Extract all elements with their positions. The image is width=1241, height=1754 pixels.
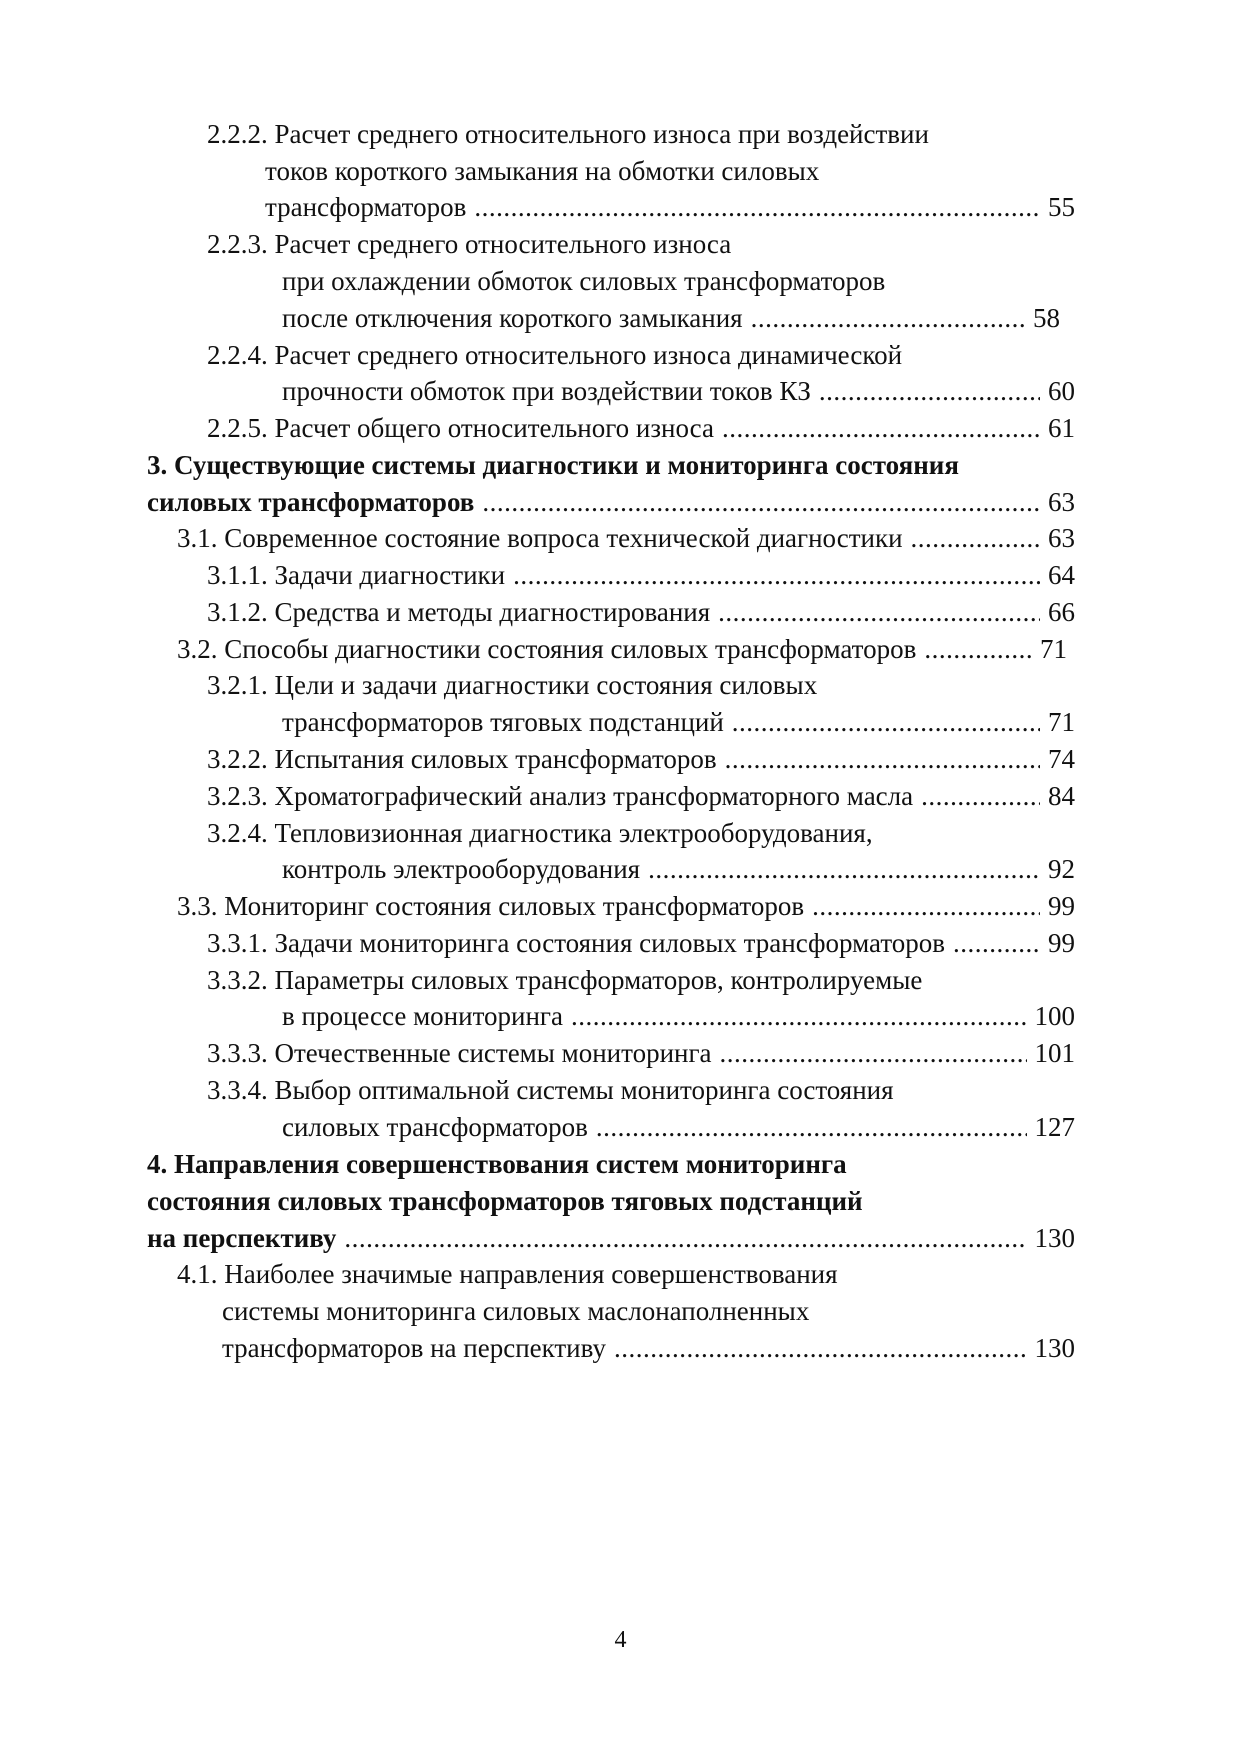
toc-entry	[177, 631, 1067, 667]
toc-entry-title: 3. Существующие системы диагностики и мониторинга состояния	[147, 450, 959, 480]
dot-leader	[921, 778, 1040, 814]
toc-entry	[207, 925, 1075, 961]
toc-entry	[282, 300, 1060, 336]
toc-entry-page: 99	[1048, 928, 1075, 958]
toc-entry	[207, 557, 1075, 593]
toc-entry-title: состояния силовых трансформаторов тяговых подстанций	[147, 1186, 863, 1216]
toc-entry-title: 3.3.2. Параметры силовых трансформаторов, контролируемые	[207, 965, 923, 995]
toc-entry-page: 127	[1034, 1112, 1075, 1142]
dot-leader	[474, 189, 1040, 225]
toc-entry-page: 100	[1034, 1001, 1075, 1031]
toc-entry-title: системы мониторинга силовых маслонаполненных	[222, 1296, 810, 1326]
toc-entry	[177, 520, 1075, 556]
toc-entry-page: 92	[1048, 854, 1075, 884]
toc-entry	[265, 153, 1075, 189]
dot-leader	[725, 741, 1040, 777]
dot-leader	[718, 594, 1040, 630]
toc-entry	[207, 410, 1075, 446]
toc-entry-title: в процессе мониторинга	[282, 1001, 563, 1031]
toc-entry-title: трансформаторов тяговых подстанций	[282, 707, 724, 737]
dot-leader	[344, 1220, 1026, 1256]
toc-entry	[147, 1183, 1075, 1219]
toc-entry-title: силовых трансформаторов	[282, 1112, 588, 1142]
toc-entry	[207, 1035, 1075, 1071]
dot-leader	[812, 888, 1040, 924]
toc-entry-page: 84	[1048, 781, 1075, 811]
toc-entry-page: 71	[1040, 634, 1067, 664]
toc-entry-title: на перспективу	[147, 1223, 337, 1253]
dot-leader	[482, 484, 1040, 520]
toc-entry	[207, 226, 1075, 262]
toc-entry-title: силовых трансформаторов	[147, 487, 475, 517]
toc-entry	[282, 851, 1075, 887]
dot-leader	[648, 851, 1040, 887]
dot-leader	[924, 631, 1032, 667]
toc-entry	[207, 594, 1075, 630]
toc-entry-title: 3.2. Способы диагностики состояния силовых трансформаторов	[177, 634, 917, 664]
toc-entry	[222, 1293, 1075, 1329]
page-number: 4	[614, 1627, 627, 1653]
toc-entry-title: 3.2.2. Испытания силовых трансформаторов	[207, 744, 717, 774]
toc-entry	[265, 189, 1075, 225]
toc-entry	[177, 1256, 1075, 1292]
toc-entry-page: 63	[1048, 523, 1075, 553]
toc-entry-page: 101	[1034, 1038, 1075, 1068]
toc-entry-title: 3.3. Мониторинг состояния силовых трансформаторов	[177, 891, 805, 921]
toc-entry	[282, 1109, 1075, 1145]
dot-leader	[819, 373, 1040, 409]
toc-entry-page: 99	[1048, 891, 1075, 921]
toc-entry	[147, 484, 1075, 520]
toc-entry-title: токов короткого замыкания на обмотки силовых	[265, 156, 820, 186]
toc-entry-title: после отключения короткого замыкания	[282, 303, 743, 333]
toc-entry-title: 2.2.2. Расчет среднего относительного износа при воздействии	[207, 119, 929, 149]
toc-entry-title: при охлаждении обмоток силовых трансформаторов	[282, 266, 886, 296]
toc-entry-title: прочности обмоток при воздействии токов КЗ	[282, 376, 811, 406]
toc-entry-title: 2.2.3. Расчет среднего относительного износа	[207, 229, 732, 259]
toc-entry-title: 4.1. Наиболее значимые направления совершенствования	[177, 1259, 838, 1289]
toc-entry-page: 130	[1034, 1223, 1075, 1253]
toc-entry-title: 3.2.3. Хроматографический анализ трансформаторного масла	[207, 781, 914, 811]
toc-entry-title: трансформаторов на перспективу	[222, 1333, 606, 1363]
toc-entry	[282, 998, 1075, 1034]
dot-leader	[732, 704, 1040, 740]
toc-entry-page: 55	[1048, 192, 1075, 222]
toc-entry-title: 3.3.4. Выбор оптимальной системы мониторинга состояния	[207, 1075, 894, 1105]
toc-entry	[207, 778, 1075, 814]
toc-entry-page: 61	[1048, 413, 1075, 443]
toc-entry-title: 3.2.4. Тепловизионная диагностика электрооборудования,	[207, 818, 873, 848]
toc-entry	[207, 815, 1075, 851]
toc-entry	[207, 1072, 1075, 1108]
toc-entry-title: трансформаторов	[265, 192, 467, 222]
toc-entry-title: 3.1. Современное состояние вопроса технической диагностики	[177, 523, 903, 553]
toc-entry	[207, 741, 1075, 777]
dot-leader	[722, 410, 1040, 446]
toc-entry	[207, 667, 1075, 703]
toc-entry	[282, 704, 1075, 740]
dot-leader	[596, 1109, 1027, 1145]
toc-entry-title: контроль электрооборудования	[282, 854, 641, 884]
toc-entry-title: 3.3.3. Отечественные системы мониторинга	[207, 1038, 712, 1068]
toc-entry	[207, 116, 1075, 152]
dot-leader	[614, 1330, 1027, 1366]
toc-entry-title: 3.1.1. Задачи диагностики	[207, 560, 506, 590]
toc-entry	[147, 1146, 1075, 1182]
toc-entry	[177, 888, 1075, 924]
toc-entry	[282, 263, 1075, 299]
toc-entry-page: 64	[1048, 560, 1075, 590]
toc-entry-title: 3.1.2. Средства и методы диагностирования	[207, 597, 711, 627]
toc-entry-page: 58	[1033, 303, 1060, 333]
dot-leader	[513, 557, 1040, 593]
toc-entry-page: 60	[1048, 376, 1075, 406]
toc-entry	[147, 447, 1075, 483]
toc-entry-title: 3.2.1. Цели и задачи диагностики состояния силовых	[207, 670, 818, 700]
toc-entry	[207, 962, 1075, 998]
toc-entry-title: 2.2.5. Расчет общего относительного износа	[207, 413, 714, 443]
toc-entry-page: 63	[1048, 487, 1075, 517]
toc-entry-title: 3.3.1. Задачи мониторинга состояния силовых трансформаторов	[207, 928, 946, 958]
toc-entry	[282, 373, 1075, 409]
dot-leader	[751, 300, 1025, 336]
toc-entry-title: 2.2.4. Расчет среднего относительного износа динамической	[207, 340, 903, 370]
toc-entry	[222, 1330, 1075, 1366]
toc-entry-page: 71	[1048, 707, 1075, 737]
toc-entry-title: 4. Направления совершенствования систем мониторинга	[147, 1149, 847, 1179]
toc-entry-page: 130	[1034, 1333, 1075, 1363]
dot-leader	[911, 520, 1040, 556]
toc-entry	[147, 1220, 1075, 1256]
dot-leader	[571, 998, 1027, 1034]
toc-entry	[207, 337, 1075, 373]
toc-entry-page: 74	[1048, 744, 1075, 774]
dot-leader	[720, 1035, 1027, 1071]
dot-leader	[953, 925, 1040, 961]
toc-entry-page: 66	[1048, 597, 1075, 627]
